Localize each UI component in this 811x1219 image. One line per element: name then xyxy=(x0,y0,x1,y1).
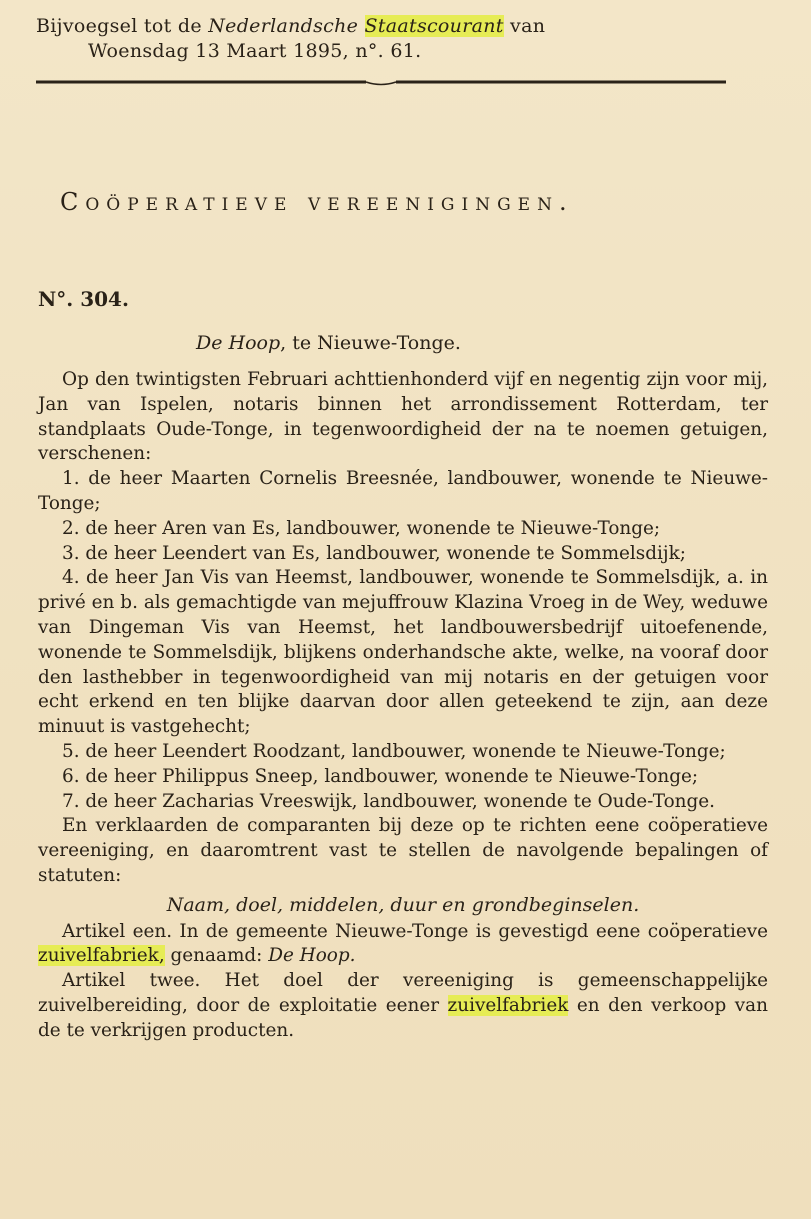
association-place: , te Nieuwe-Tonge. xyxy=(280,332,461,354)
article-one-text: Artikel een. In de gemeente Nieuwe-Tonge is gevestigd eene coöperatieve xyxy=(62,920,768,942)
header-line-1 xyxy=(36,14,545,39)
section-heading: Naam, doel, middelen, duur en grondbeginselen. xyxy=(166,893,640,916)
document-body xyxy=(38,368,768,1044)
highlighted-term: zuivelfabriek, xyxy=(38,945,165,967)
paragraph: 4. de heer Jan Vis van Heemst, landbouwer, wonende te Sommelsdijk, a. in privé en b. als gemachtigde van mejuffrouw Klazina Vroeg in de Wey, weduwe van Dingeman Vis van Heemst, het landbouwersbedrijf uitoefenende, wonende te Sommelsdijk, blijkens onderhandsche akte, welke, na vooraf door den lasthebber in tegenwoordigheid van mij notaris en der getuigen voor echt erkend en ten blijke daarvan door allen geteekend te zijn, aan deze minuut is vastgehecht; xyxy=(38,567,768,738)
paragraph: En verklaarden de comparanten bij deze op te richten eene coöperatieve vereeniging, en daaromtrent vast te stellen de navolgende bepalingen of statuten: xyxy=(38,815,768,886)
article-two xyxy=(38,969,768,1043)
paper-name-highlighted: Staatscourant xyxy=(364,15,504,37)
entry-number: N°. 304. xyxy=(38,287,129,311)
association-name: De Hoop xyxy=(196,332,281,354)
paper-name: Nederlandsche xyxy=(208,15,365,37)
entry-subtitle xyxy=(196,332,461,354)
article-one xyxy=(38,920,768,970)
paragraph: 3. de heer Leendert van Es, landbouwer, wonende te Sommelsdijk; xyxy=(62,542,686,564)
paragraph: 2. de heer Aren van Es, landbouwer, wonende te Nieuwe-Tonge; xyxy=(62,517,661,539)
header-prefix: Bijvoegsel tot de xyxy=(36,15,209,37)
paragraph: 1. de heer Maarten Cornelis Breesnée, landbouwer, wonende te Nieuwe-Tonge; xyxy=(38,468,768,514)
article-one-name: De Hoop. xyxy=(268,945,356,967)
article-one-mid: genaamd: xyxy=(164,945,269,967)
paragraph: 5. de heer Leendert Roodzant, landbouwer, wonende te Nieuwe-Tonge; xyxy=(62,740,726,762)
article-two-post: en den verkoop van de te verkrijgen producten. xyxy=(38,994,768,1041)
header-rule xyxy=(36,78,726,88)
header-suffix: van xyxy=(503,15,546,37)
paragraph: 7. de heer Zacharias Vreeswijk, landbouwer, wonende te Oude-Tonge. xyxy=(62,790,715,812)
header-line-2: Woensdag 13 Maart 1895, n°. 61. xyxy=(88,40,422,62)
section-title: Coöperatieve vereenigingen. xyxy=(60,188,574,216)
article-two-text: Artikel twee. Het doel der vereeniging is gemeenschappelijke zuivelbereiding, door de exploitatie eener xyxy=(38,970,768,1016)
highlighted-term: zuivelfabriek xyxy=(447,994,569,1016)
paragraph: Op den twintigsten Februari achttienhonderd vijf en negentig zijn voor mij, Jan van Ispelen, notaris binnen het arrondissement Rotterdam, ter standplaats Oude-Tonge, in tegenwoordigheid der na te noemen getuigen, verschenen: xyxy=(38,369,768,465)
paragraph: 6. de heer Philippus Sneep, landbouwer, wonende te Nieuwe-Tonge; xyxy=(62,765,699,787)
header xyxy=(36,14,545,64)
